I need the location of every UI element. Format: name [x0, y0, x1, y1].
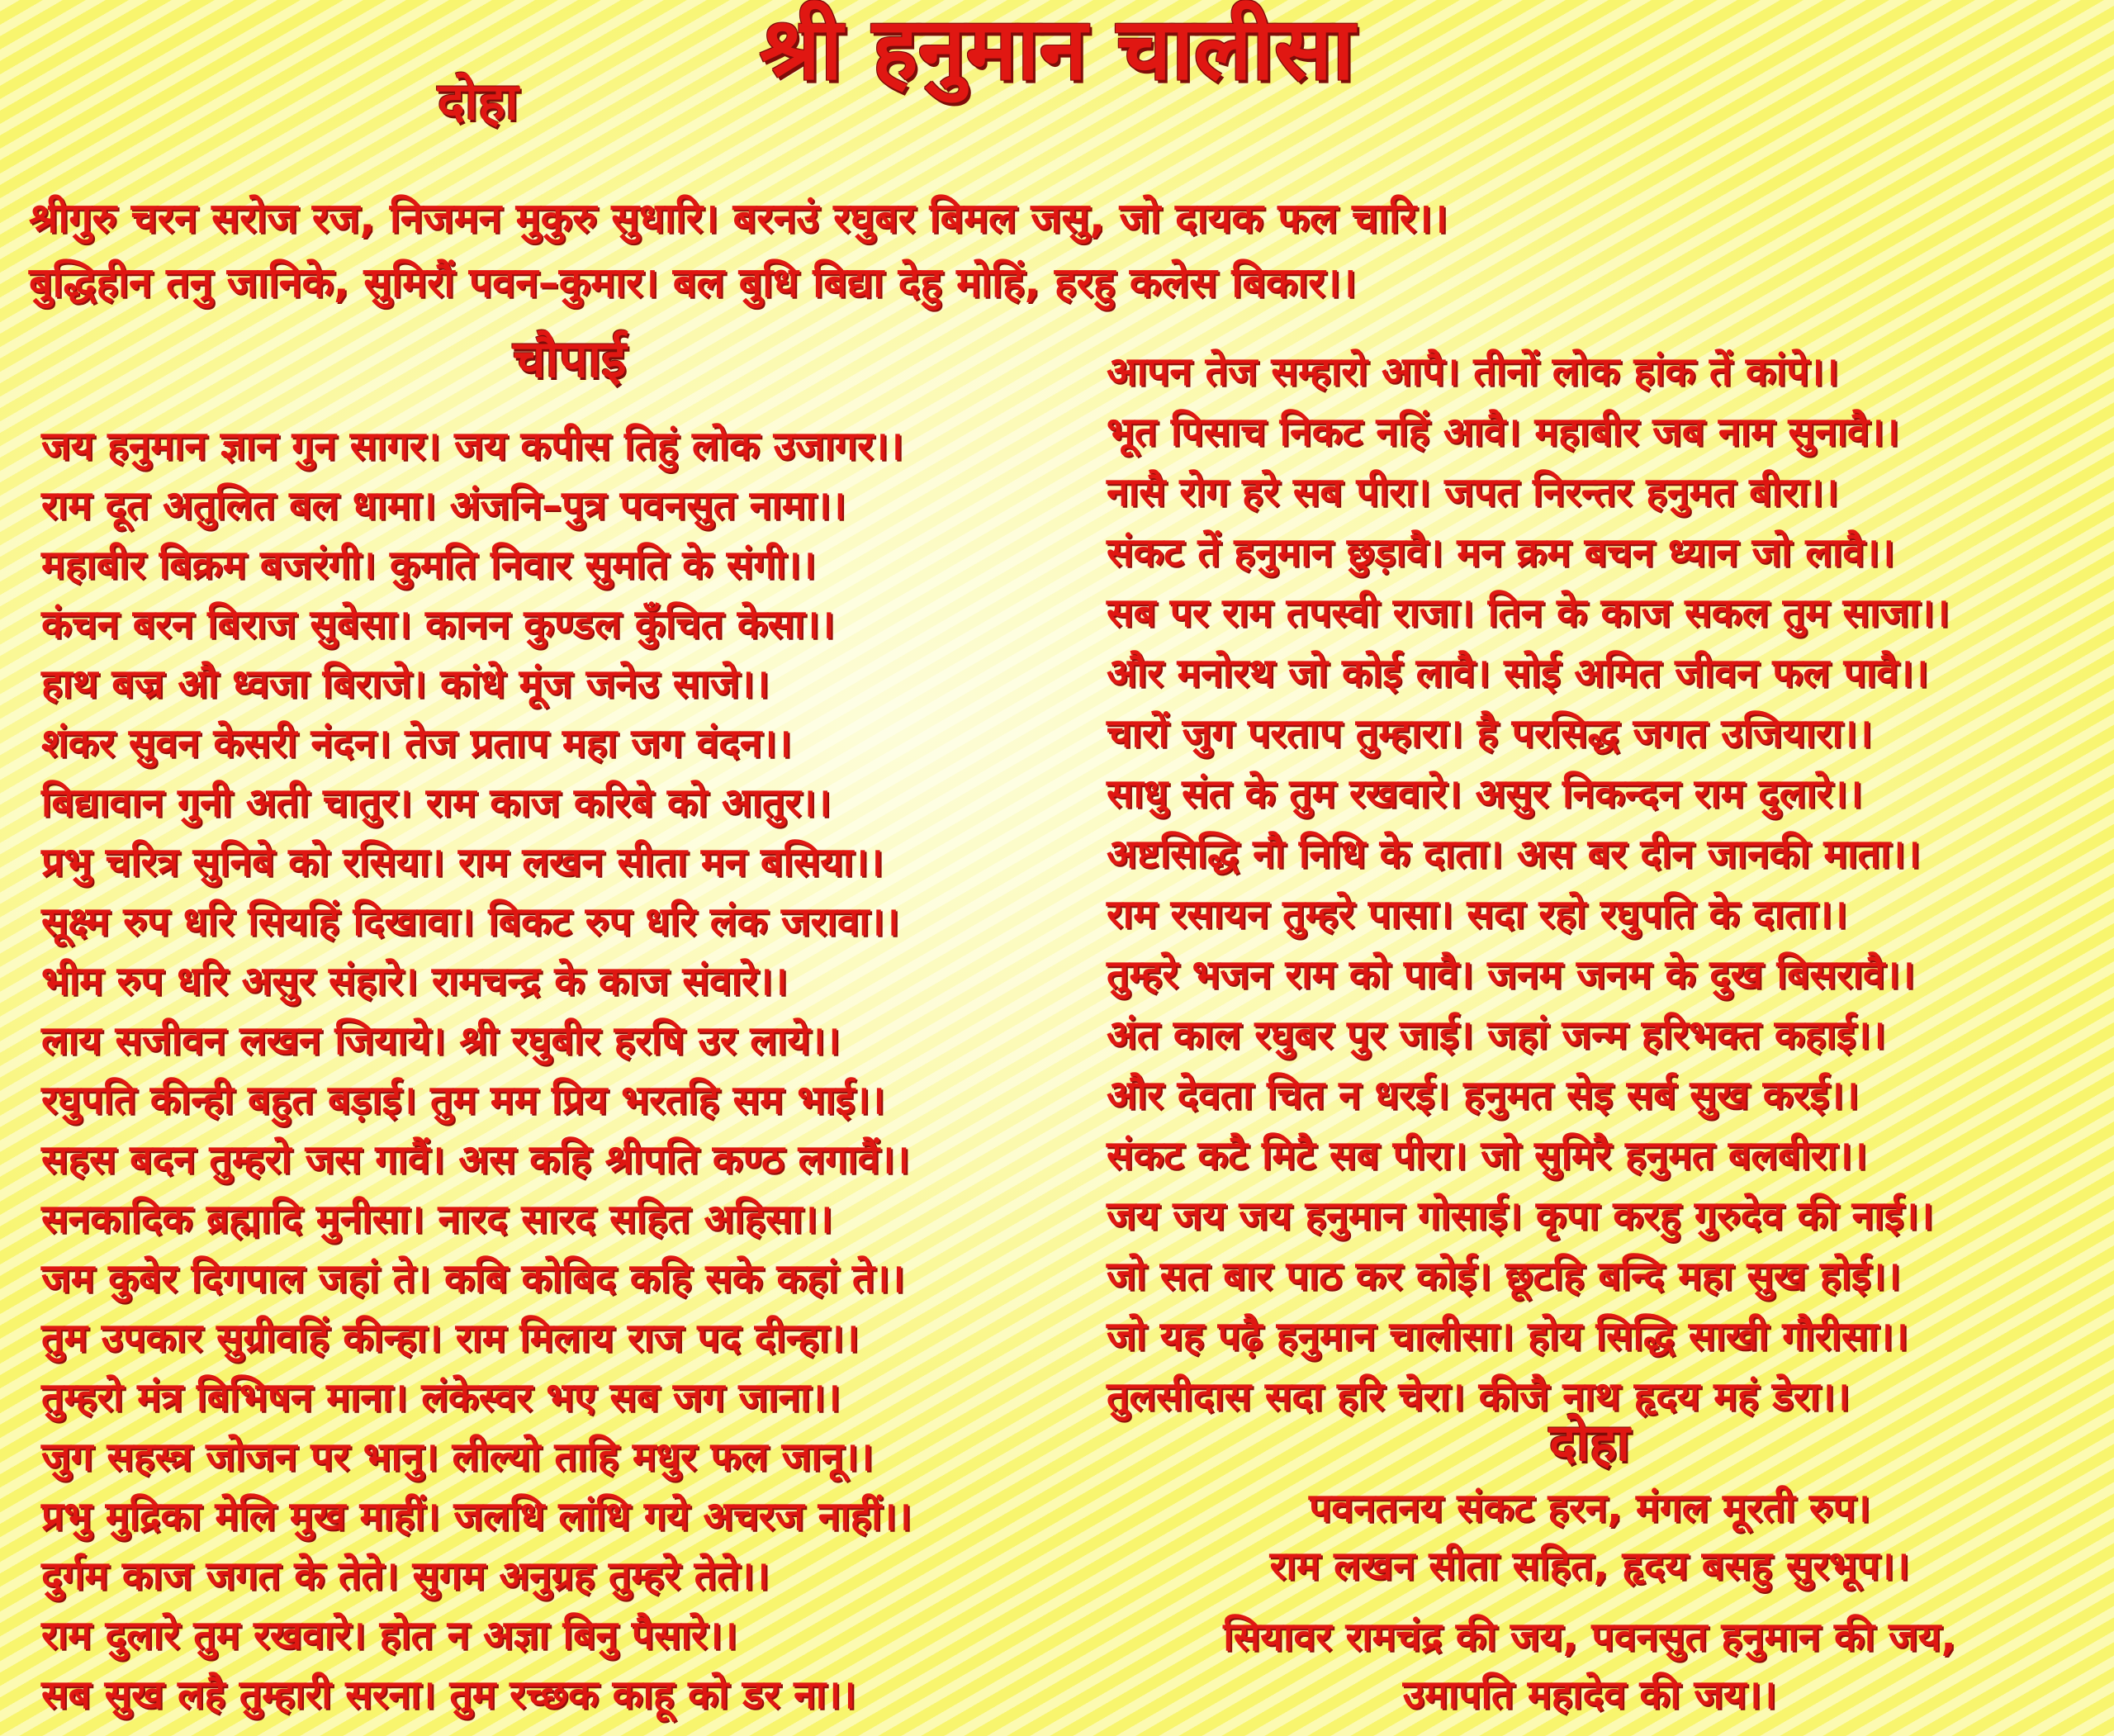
chaupai-line: राम रसायन तुम्हरे पासा। सदा रहो रघुपति के दाता।। [1107, 891, 1848, 937]
chaupai-line: सब सुख लहै तुम्हारी सरना। तुम रच्छक काहू को डर ना।। [41, 1672, 856, 1718]
chaupai-heading: चौपाई [513, 329, 627, 389]
chaupai-line: जुग सहस्त्र जोजन पर भानु। लील्यो ताहि मधुर फल जानू।। [41, 1434, 874, 1480]
chaupai-line: आपन तेज सम्हारो आपै। तीनों लोक हांक तें कांपे।। [1107, 349, 1839, 395]
chaupai-line: प्रभु मुद्रिका मेलि मुख माहीं। जलधि लांधि गये अचरज नाहीं।। [41, 1493, 912, 1539]
opening-doha-heading: दोहा [438, 71, 519, 131]
closing-doha-line: राम लखन सीता सहित, हृदय बसहु सुरभूप।। [1269, 1543, 1910, 1589]
chaupai-line: तुम उपकार सुग्रीवहिं कीन्हा। राम मिलाय राज पद दीन्हा।। [41, 1315, 860, 1361]
chaupai-line: नासै रोग हरे सब पीरा। जपत निरन्तर हनुमत बीरा।। [1107, 469, 1839, 515]
chaupai-line: सहस बदन तुम्हरो जस गावैं। अस कहि श्रीपति कण्ठ लगावैं।। [41, 1136, 910, 1183]
chaupai-line: साधु संत के तुम रखवारे। असुर निकन्दन राम दुलारे।। [1107, 771, 1863, 817]
chaupai-line: और देवता चित न धरई। हनुमत सेइ सर्ब सुख करई।। [1107, 1072, 1860, 1118]
chaupai-line: प्रभु चरित्र सुनिबे को रसिया। राम लखन सीता मन बसिया।। [41, 839, 884, 885]
chaupai-line: तुलसीदास सदा हरि चेरा। कीजै नाथ हृदय महं डेरा।। [1107, 1373, 1851, 1420]
chaupai-line: शंकर सुवन केसरी नंदन। तेज प्रताप महा जग वंदन।। [41, 720, 792, 766]
chaupai-line: महाबीर बिक्रम बजरंगी। कुमति निवार सुमति के संगी।। [41, 542, 817, 588]
chaupai-line: जो यह पढ़ै हनुमान चालीसा। होय सिद्धि साखी गौरीसा।। [1107, 1313, 1909, 1359]
chaupai-line: सनकादिक ब्रह्मादि मुनीसा। नारद सारद सहित अहिसा।। [41, 1196, 833, 1242]
chaupai-line: भूत पिसाच निकट नहिं आवै। महाबीर जब नाम सुनावै।। [1107, 409, 1899, 455]
chaupai-line: दुर्गम काज जगत के तेते। सुगम अनुग्रह तुम्हरे तेते।। [41, 1553, 770, 1599]
closing-doha-heading: दोहा [1549, 1412, 1630, 1473]
chaupai-line: हाथ बज्र औ ध्वजा बिराजे। कांधे मूंज जनेउ साजे।। [41, 661, 770, 707]
chaupai-line: अंत काल रघुबर पुर जाई। जहां जन्म हरिभक्त कहाई।। [1107, 1012, 1886, 1058]
chaupai-line: भीम रुप धरि असुर संहारे। रामचन्द्र के काज संवारे।। [41, 958, 788, 1004]
chaupai-line: सब पर राम तपस्वी राजा। तिन के काज सकल तुम साजा।। [1107, 590, 1950, 636]
chaupai-line: अष्टसिद्धि नौ निधि के दाता। अस बर दीन जानकी माता।। [1107, 831, 1921, 877]
chaupai-line: तुम्हरे भजन राम को पावै। जनम जनम के दुख बिसरावै।। [1107, 951, 1915, 998]
chaupai-line: और मनोरथ जो कोई लावै। सोई अमित जीवन फल पावै।। [1107, 650, 1929, 696]
chaupai-line: लाय सजीवन लखन जियाये। श्री रघुबीर हरषि उर लाये।। [41, 1017, 841, 1064]
chaupai-line: कंचन बरन बिराज सुबेसा। कानन कुण्डल कुँचित केसा।। [41, 601, 835, 647]
jai-line: उमापति महादेव की जय।। [1402, 1672, 1777, 1718]
chaupai-line: चारों जुग परताप तुम्हारा। है परसिद्ध जगत उजियारा।। [1107, 710, 1873, 757]
jai-line: सियावर रामचंद्र की जय, पवनसुत हनुमान की जय, [1223, 1614, 1956, 1660]
page-title: श्री हनुमान चालीसा [759, 0, 1355, 99]
chaupai-line: जय जय जय हनुमान गोसाई। कृपा करहु गुरुदेव की नाई।। [1107, 1193, 1934, 1239]
chaupai-line: संकट कटै मिटै सब पीरा। जो सुमिरै हनुमत बलबीरा।। [1107, 1132, 1868, 1179]
closing-doha-line: पवनतनय संकट हरन, मंगल मूरती रुप। [1308, 1485, 1871, 1531]
chaupai-line: जय हनुमान ज्ञान गुन सागर। जय कपीस तिहुं लोक उजागर।। [41, 423, 903, 469]
chaupai-line: संकट तें हनुमान छुड़ावै। मन क्रम बचन ध्यान जो लावै।। [1107, 529, 1895, 576]
chaupai-line: जो सत बार पाठ कर कोई। छूटहि बन्दि महा सुख होई।। [1107, 1253, 1901, 1299]
chaupai-line: राम दूत अतुलित बल धामा। अंजनि–पुत्र पवनसुत नामा।। [41, 482, 846, 529]
chaupai-left-column [41, 416, 1107, 1724]
chaupai-line: बिद्यावान गुनी अती चातुर। राम काज करिबे को आतुर।। [41, 780, 832, 826]
chaupai-line: जम कुबेर दिगपाल जहां ते। कबि कोबिद कहि सके कहां ते।। [41, 1255, 905, 1302]
opening-doha-line: बुद्धिहीन तनु जानिके, सुमिरौं पवन–कुमार। बल बुधि बिद्या देहु मोहिं, हरहु कलेस बिकार।। [29, 259, 1357, 306]
chaupai-line: रघुपति कीन्ही बहुत बड़ाई। तुम मम प्रिय भरतहि सम भाई।। [41, 1077, 885, 1123]
chaupai-line: राम दुलारे तुम रखवारे। होत न अज्ञा बिनु पैसारे।। [41, 1612, 737, 1658]
opening-doha-line: श्रीगुरु चरन सरोज रज, निजमन मुकुरु सुधारि। बरनउं रघुबर बिमल जसु, जो दायक फल चारि।। [29, 194, 1448, 242]
chaupai-line: तुम्हरो मंत्र बिभिषन माना। लंकेस्वर भए सब जग जाना।। [41, 1374, 841, 1421]
chaupai-line: सूक्ष्म रुप धरि सियहिं दिखावा। बिकट रुप धरि लंक जरावा।। [41, 899, 900, 945]
chaupai-right-column [1107, 342, 2097, 1427]
